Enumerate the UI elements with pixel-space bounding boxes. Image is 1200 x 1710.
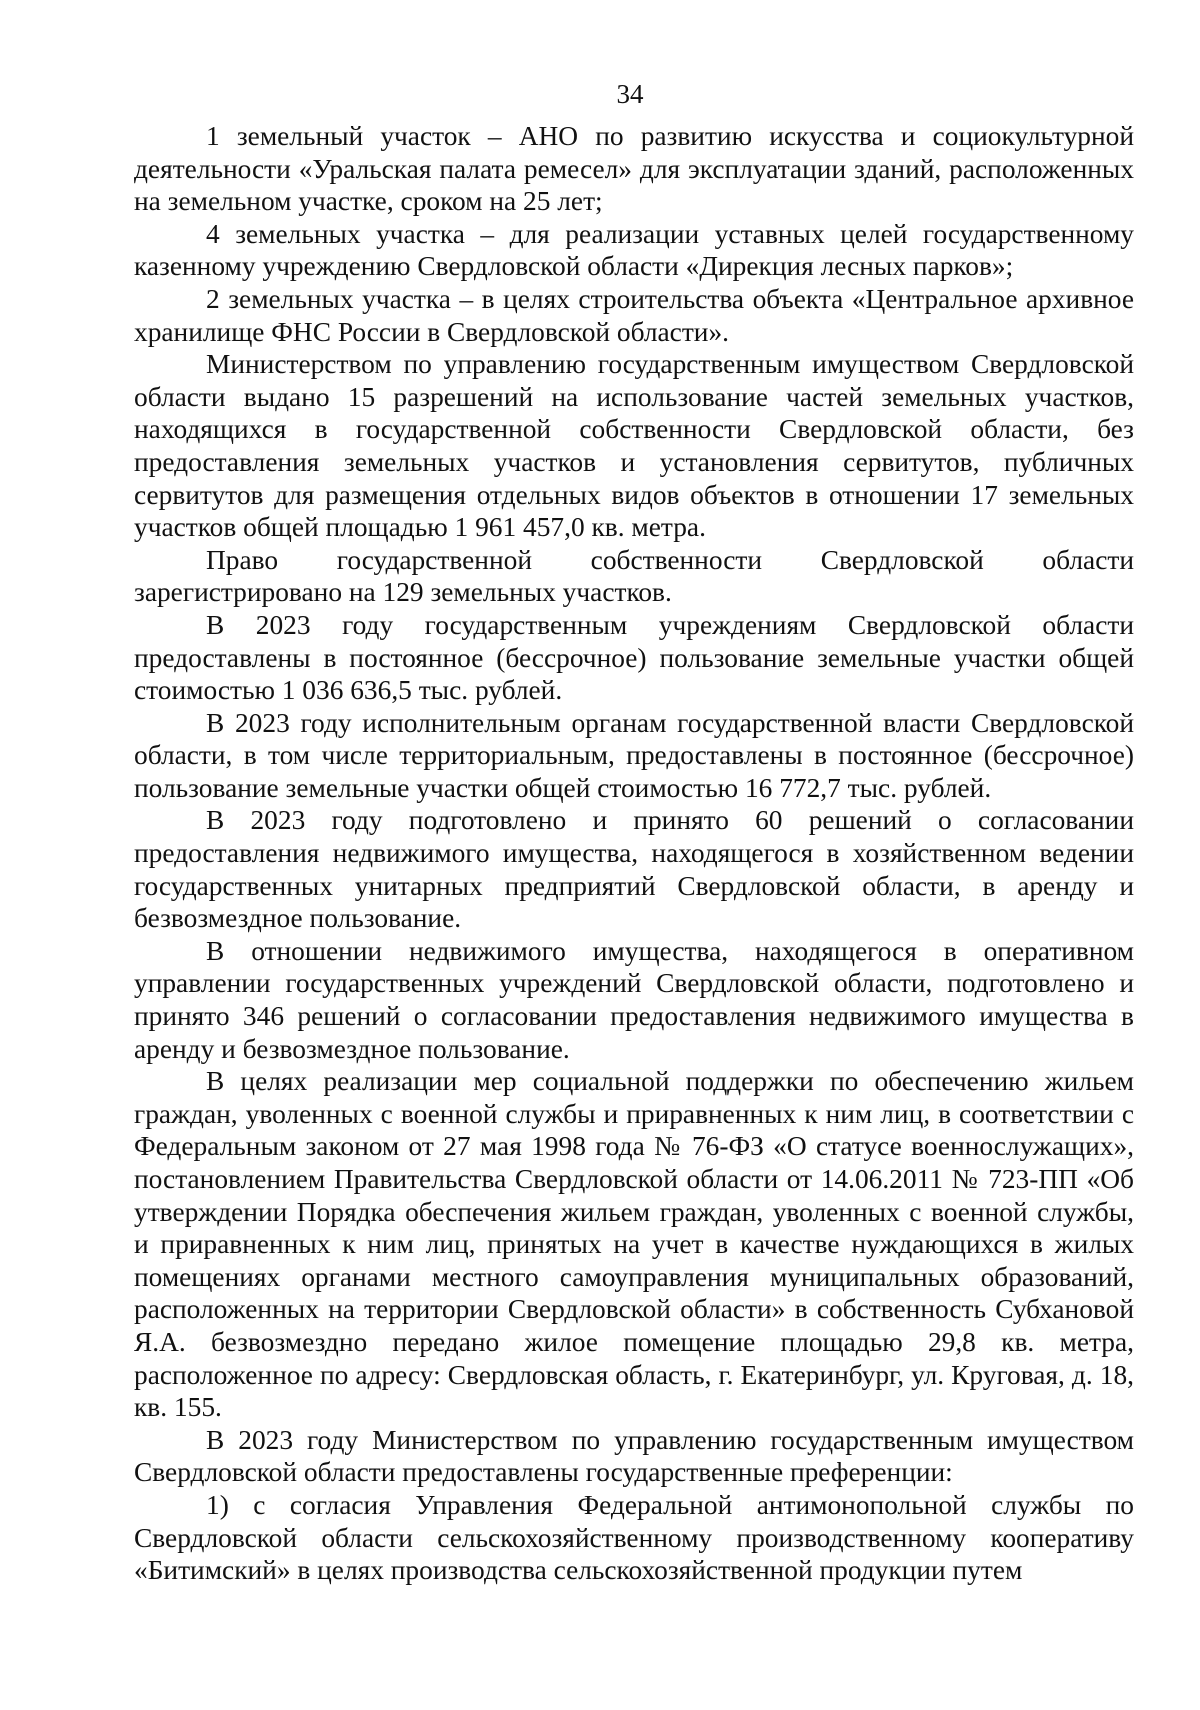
paragraph-7: В 2023 году исполнительным органам государственной власти Свердловской области, в том числе территориальным, предоставлены в постоянное (бессрочное) пользование земельные участки общей стоимостью 16 772,7 тыс. рублей.	[134, 707, 1134, 803]
paragraph-3: 2 земельных участка – в целях строительства объекта «Центральное архивное хранилище ФНС России в Свердловской области».	[134, 283, 1134, 347]
paragraph-11: В 2023 году Министерством по управлению государственным имуществом Свердловской области предоставлены государственные преференции:	[134, 1424, 1134, 1488]
paragraph-1: 1 земельный участок – АНО по развитию искусства и социокультурной деятельности «Уральская палата ремесел» для эксплуатации зданий, расположенных на земельном участке, сроком на 25 лет;	[134, 121, 1134, 217]
paragraph-9: В отношении недвижимого имущества, находящегося в оперативном управлении государственных учреждений Свердловской области, подготовлено и принято 346 решений о согласовании предоставления недвижимого имущества в аренду и безвозмездное пользование.	[134, 935, 1134, 1064]
paragraph-4: Министерством по управлению государственным имуществом Свердловской области выдано 15 разрешений на использование частей земельных участков, находящихся в государственной собственности Свердловской области, без предоставления земельных участков и установления сервитутов, публичных сервитутов для размещения отдельных видов объектов в отношении 17 земельных участков общей площадью 1 961 457,0 кв. метра.	[134, 349, 1134, 543]
paragraph-6: В 2023 году государственным учреждениям Свердловской области предоставлены в постоянное (бессрочное) пользование земельные участки общей стоимостью 1 036 636,5 тыс. рублей.	[134, 609, 1134, 706]
document-body	[134, 120, 1134, 1587]
paragraph-10: В целях реализации мер социальной поддержки по обеспечению жильем граждан, уволенных с военной службы и приравненных к ним лиц, в соответствии с Федеральным законом от 27 мая 1998 года № 76-ФЗ «О статусе военнослужащих», постановлением Правительства Свердловской области от 14.06.2011 № 723-ПП «Об утверждении Порядка обеспечения жильем граждан, уволенных с военной службы, и приравненных к ним лиц, принятых на учет в качестве нуждающихся в жилых помещениях органами местного самоуправления муниципальных образований, расположенных на территории Свердловской области» в собственность Субхановой Я.А. безвозмездно передано жилое помещение площадью 29,8 кв. метра, расположенное по адресу: Свердловская область, г. Екатеринбург, ул. Круговая, д. 18, кв. 155.	[134, 1066, 1134, 1423]
paragraph-5: Право государственной собственности Свердловской области зарегистрировано на 129 земельных участков.	[134, 544, 1134, 608]
paragraph-2: 4 земельных участка – для реализации уставных целей государственному казенному учреждению Свердловской области «Дирекция лесных парков»;	[134, 218, 1134, 282]
paragraph-8: В 2023 году подготовлено и принято 60 решений о согласовании предоставления недвижимого имущества, находящегося в хозяйственном ведении государственных унитарных предприятий Свердловской области, в аренду и безвозмездное пользование.	[134, 805, 1134, 934]
paragraph-12: 1) с согласия Управления Федеральной антимонопольной службы по Свердловской области сельскохозяйственному производственному кооперативу «Битимский» в целях производства сельскохозяйственной продукции путем	[134, 1489, 1134, 1586]
page-number: 34	[616, 79, 644, 109]
